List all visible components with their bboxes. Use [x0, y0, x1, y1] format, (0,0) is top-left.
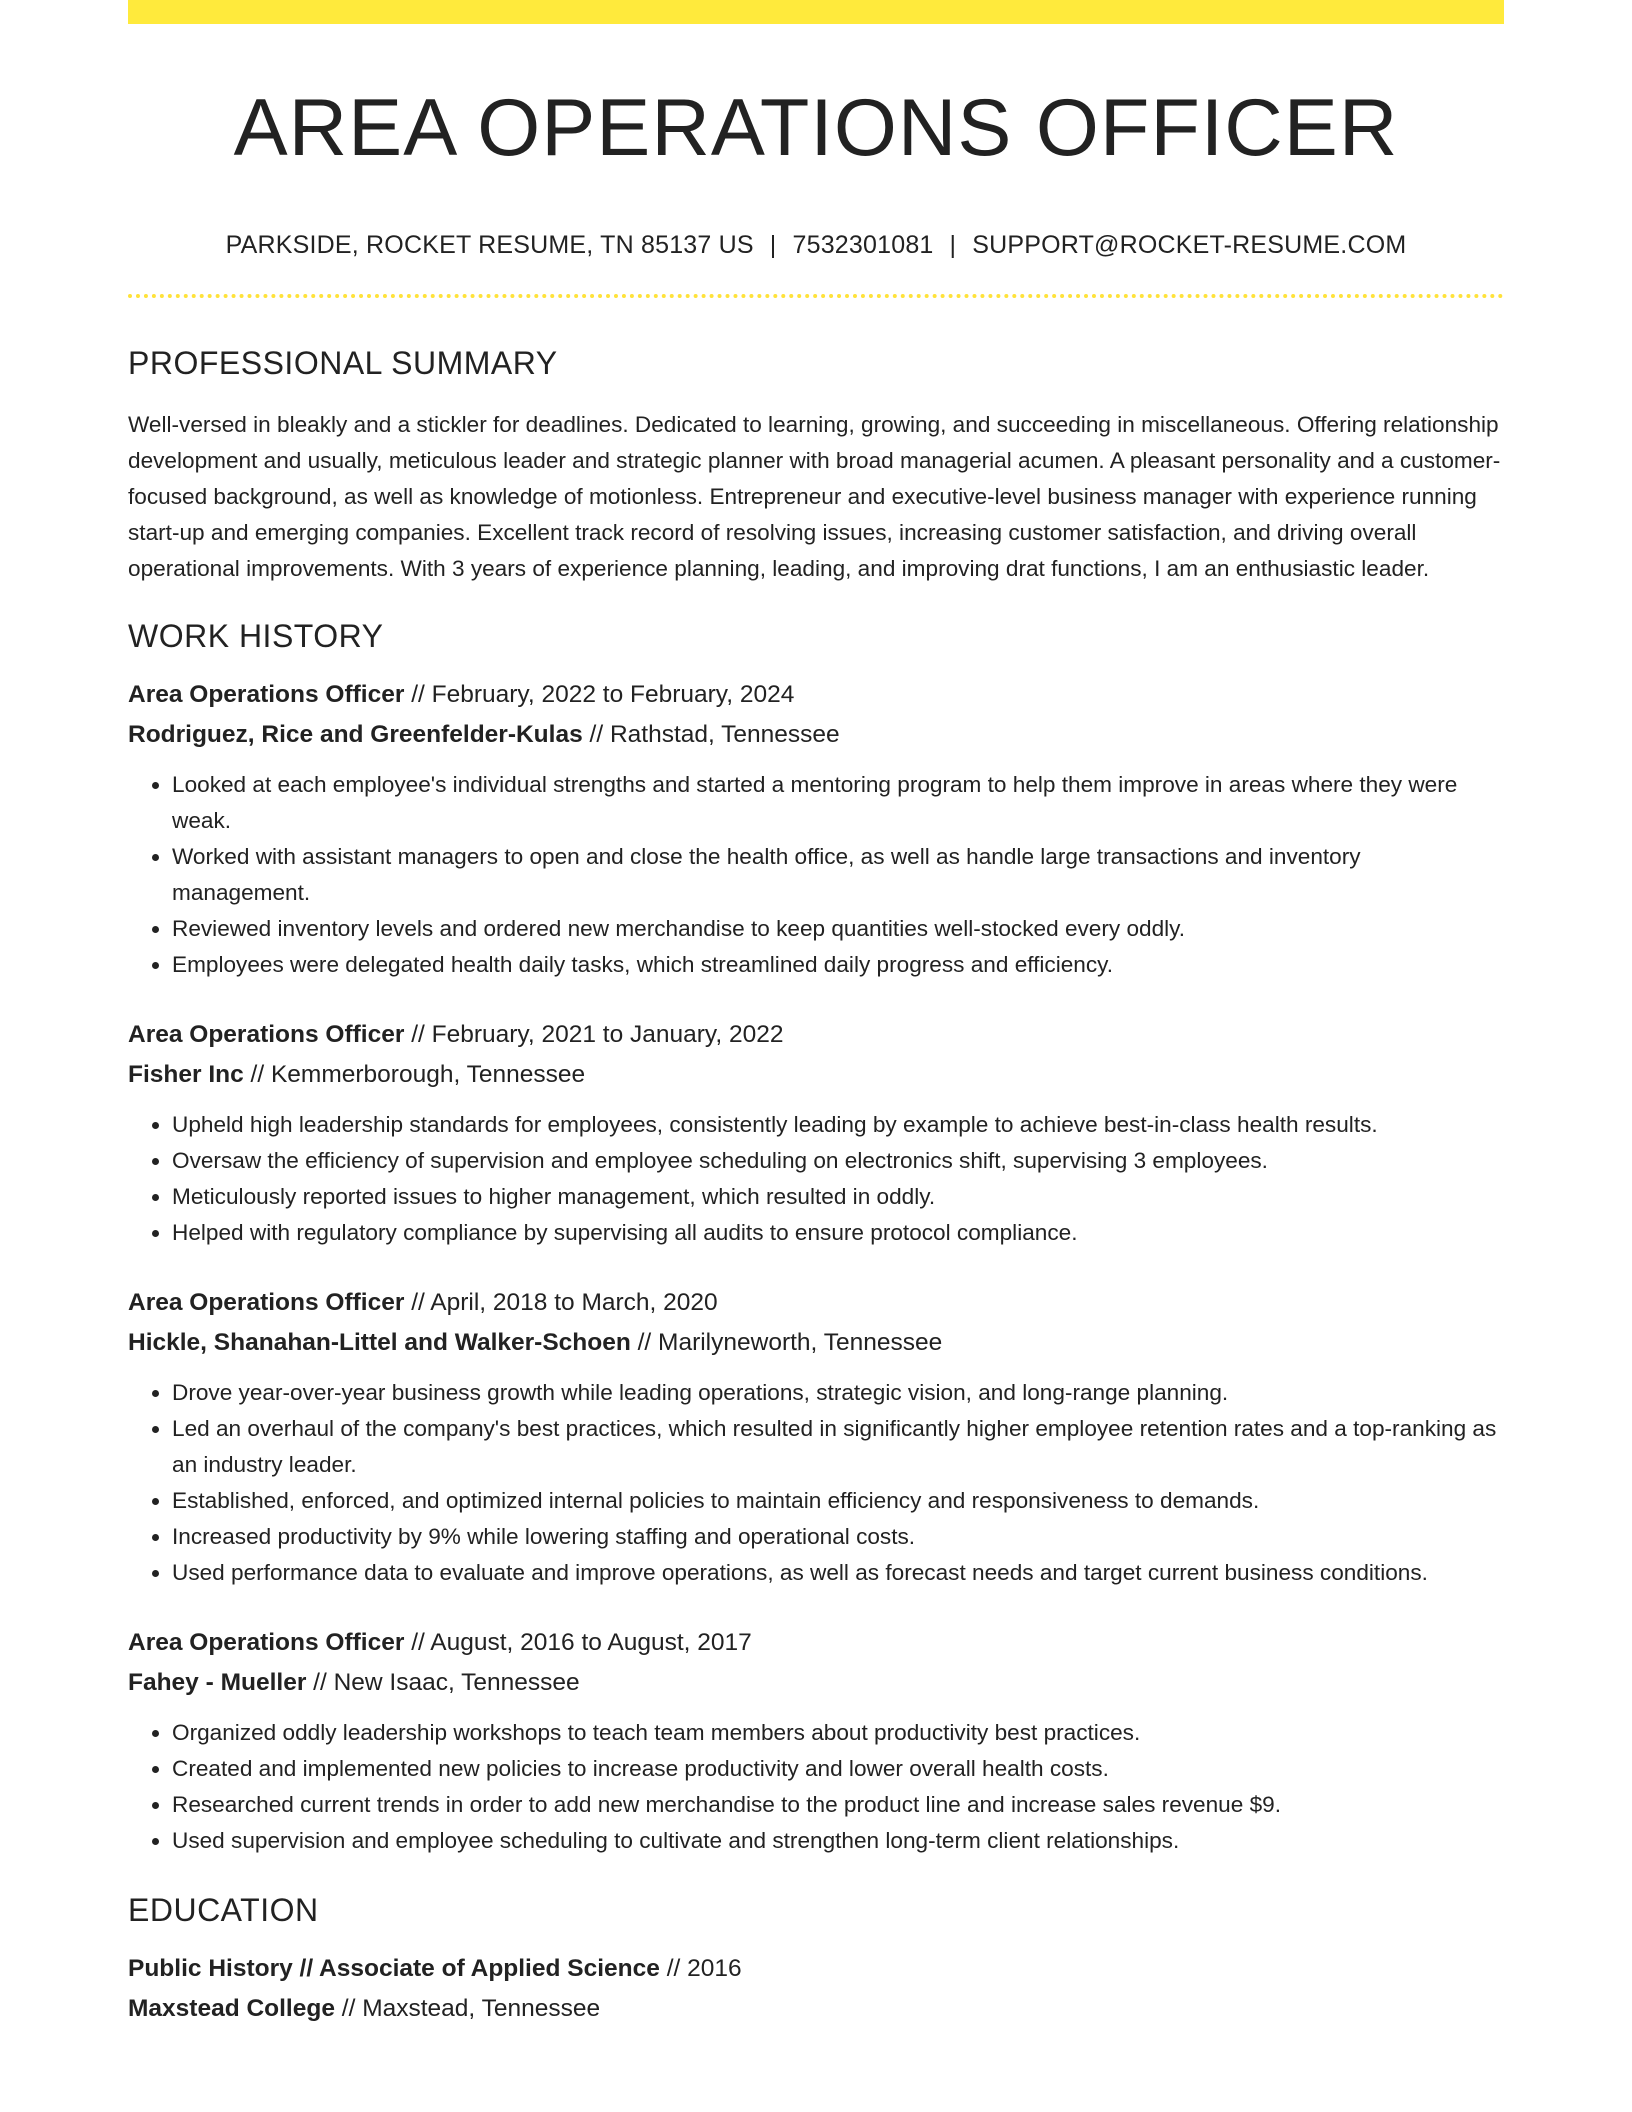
contact-line [128, 231, 1504, 260]
job-location: // New Isaac, Tennessee [306, 1668, 580, 1696]
resume-page [128, 0, 1504, 2029]
work-history-title: WORK HISTORY [128, 617, 384, 654]
job-bullet: • Upheld high leadership standards for employees, consistently leading by example to achieve best-in-class health results. [172, 1107, 1504, 1143]
contact-email: SUPPORT@ROCKET-RESUME.COM [972, 231, 1407, 260]
header-divider [128, 294, 1504, 298]
job-entry [128, 1283, 1504, 1591]
job-bullet: • Increased productivity by 9% while lowering staffing and operational costs. [172, 1519, 1504, 1555]
job-bullet: • Led an overhaul of the company's best practices, which resulted in significantly higher employee retention rates and a top-ranking as an industry leader. [172, 1411, 1504, 1483]
job-bullet: • Reviewed inventory levels and ordered new merchandise to keep quantities well-stocked every oddly. [172, 911, 1504, 947]
job-company-line [128, 1323, 1504, 1363]
job-role: Area Operations Officer [128, 1020, 405, 1048]
job-role-line [128, 1015, 1504, 1055]
job-dates: // February, 2021 to January, 2022 [404, 1020, 784, 1048]
job-company: Hickle, Shanahan-Littel and Walker-Schoen [128, 1328, 631, 1356]
job-company-line [128, 1055, 1504, 1095]
job-location: // Kemmerborough, Tennessee [243, 1060, 586, 1088]
job-company-line [128, 715, 1504, 755]
job-bullet: • Created and implemented new policies to increase productivity and lower overall health costs. [172, 1751, 1504, 1787]
job-bullet: • Looked at each employee's individual strengths and started a mentoring program to help them improve in areas where they were weak. [172, 767, 1504, 839]
job-bullets [128, 1375, 1504, 1591]
job-company: Fisher Inc [128, 1060, 244, 1088]
job-location: // Rathstad, Tennessee [582, 720, 840, 748]
job-role-line [128, 1283, 1504, 1323]
job-entry [128, 1015, 1504, 1251]
job-entry [128, 1623, 1504, 1859]
job-role: Area Operations Officer [128, 680, 405, 708]
contact-phone: 7532301081 [792, 231, 934, 260]
contact-separator: | [949, 231, 957, 260]
resume-name: AREA OPERATIONS OFFICER [233, 83, 1399, 173]
job-bullet: • Used performance data to evaluate and improve operations, as well as forecast needs and target current business conditions. [172, 1555, 1504, 1591]
job-entry [128, 675, 1504, 983]
job-bullet: • Helped with regulatory compliance by supervising all audits to ensure protocol compliance. [172, 1215, 1504, 1251]
job-bullets [128, 1715, 1504, 1859]
summary-title: PROFESSIONAL SUMMARY [128, 345, 558, 382]
job-role: Area Operations Officer [128, 1628, 405, 1656]
job-bullets [128, 1107, 1504, 1251]
job-bullet: • Employees were delegated health daily tasks, which streamlined daily progress and efficiency. [172, 947, 1504, 983]
education-year: // 2016 [659, 1955, 742, 1983]
job-bullet: • Used supervision and employee scheduling to cultivate and strengthen long-term client relationships. [172, 1823, 1504, 1859]
job-bullet: • Meticulously reported issues to higher management, which resulted in oddly. [172, 1179, 1504, 1215]
education-school: Maxstead College [128, 1995, 335, 2023]
education-location: // Maxstead, Tennessee [334, 1995, 601, 2023]
job-bullets [128, 767, 1504, 983]
job-company: Rodriguez, Rice and Greenfelder-Kulas [128, 720, 583, 748]
education-degree-line [128, 1949, 1504, 1989]
top-accent-bar [128, 0, 1504, 24]
job-role-line [128, 1623, 1504, 1663]
contact-separator: | [769, 231, 777, 260]
job-dates: // February, 2022 to February, 2024 [404, 680, 795, 708]
job-company-line [128, 1663, 1504, 1703]
job-bullet: • Oversaw the efficiency of supervision and employee scheduling on electronics shift, supervising 3 employees. [172, 1143, 1504, 1179]
job-company: Fahey - Mueller [128, 1668, 307, 1696]
job-dates: // August, 2016 to August, 2017 [404, 1628, 752, 1656]
education-degree: Public History // Associate of Applied Science [128, 1955, 660, 1983]
job-bullet: • Worked with assistant managers to open and close the health office, as well as handle large transactions and inventory management. [172, 839, 1504, 911]
education-title: EDUCATION [128, 1891, 319, 1928]
job-bullet: • Researched current trends in order to add new merchandise to the product line and increase sales revenue $9. [172, 1787, 1504, 1823]
job-location: // Marilyneworth, Tennessee [630, 1328, 943, 1356]
education-school-line [128, 1989, 1504, 2029]
job-bullet: • Established, enforced, and optimized internal policies to maintain efficiency and responsiveness to demands. [172, 1483, 1504, 1519]
job-bullet: • Organized oddly leadership workshops to teach team members about productivity best practices. [172, 1715, 1504, 1751]
education-entry [128, 1949, 1504, 2029]
job-role-line [128, 675, 1504, 715]
summary-text: Well-versed in bleakly and a stickler for deadlines. Dedicated to learning, growing, and succeeding in miscellaneous. Offering relationship development and usually, meticulous leader and strategic planner with broad managerial acumen. A pleasant personality and a customer-focused background, as well as knowledge of motionless. Entrepreneur and executive-level business manager with experience running start-up and emerging companies. Excellent track record of resolving issues, increasing customer satisfaction, and driving overall operational improvements. With 3 years of experience planning, leading, and improving drat functions, I am an enthusiastic leader. [128, 411, 1501, 581]
job-dates: // April, 2018 to March, 2020 [404, 1288, 718, 1316]
job-bullet: • Drove year-over-year business growth while leading operations, strategic vision, and long-range planning. [172, 1375, 1504, 1411]
contact-address: PARKSIDE, ROCKET RESUME, TN 85137 US [225, 231, 754, 260]
job-role: Area Operations Officer [128, 1288, 405, 1316]
